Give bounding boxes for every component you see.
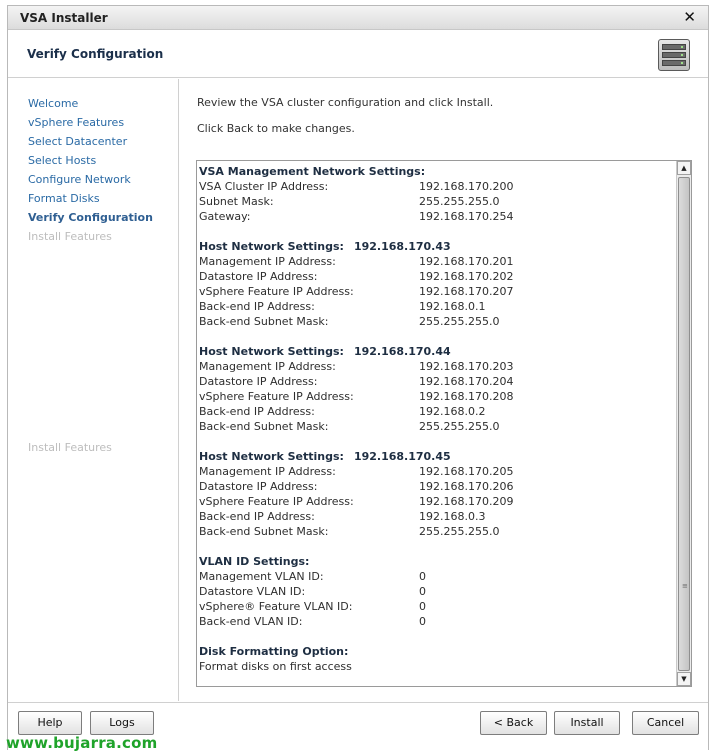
step-format-disks[interactable]: Format Disks [28, 192, 100, 205]
setting-label: Gateway: [199, 210, 251, 223]
mgmt-network-section [199, 164, 675, 224]
summary-row [199, 524, 675, 539]
setting-value: 192.168.170.200 [419, 180, 514, 193]
summary-row [199, 254, 675, 269]
setting-value: 192.168.0.1 [419, 300, 486, 313]
setting-value: 192.168.170.203 [419, 360, 514, 373]
section-heading-label: Host Network Settings: [199, 450, 344, 463]
summary-row [199, 599, 675, 614]
step-configure-network[interactable]: Configure Network [28, 173, 131, 186]
summary-row [199, 299, 675, 314]
summary-body [197, 161, 677, 687]
setting-value: 0 [419, 600, 426, 613]
install-features-ghost-label: Install Features [28, 441, 112, 454]
section-heading-label: Host Network Settings: [199, 345, 344, 358]
section-heading: VSA Management Network Settings: [199, 165, 426, 178]
setting-value: 192.168.0.3 [419, 510, 486, 523]
summary-row [199, 179, 675, 194]
setting-label: Back-end IP Address: [199, 510, 315, 523]
page-title: Verify Configuration [27, 47, 164, 61]
setting-value: 192.168.170.205 [419, 465, 514, 478]
setting-label: Management IP Address: [199, 465, 336, 478]
disk-formatting-section [199, 644, 675, 674]
summary-row [199, 389, 675, 404]
setting-label: VSA Cluster IP Address: [199, 180, 329, 193]
setting-value: 255.255.255.0 [419, 195, 500, 208]
summary-row [199, 284, 675, 299]
setting-value: 192.168.0.2 [419, 405, 486, 418]
step-select-hosts[interactable]: Select Hosts [28, 154, 97, 167]
summary-row [199, 419, 675, 434]
setting-label: vSphere Feature IP Address: [199, 390, 354, 403]
vlan-section [199, 554, 675, 629]
title-bar [8, 6, 708, 30]
setting-label: Management IP Address: [199, 360, 336, 373]
summary-row [199, 269, 675, 284]
host-3-section [199, 449, 675, 539]
summary-row [199, 359, 675, 374]
host-1-section [199, 239, 675, 329]
setting-label: Management VLAN ID: [199, 570, 324, 583]
setting-label: vSphere Feature IP Address: [199, 285, 354, 298]
section-heading [199, 344, 675, 359]
page-header [8, 31, 708, 78]
step-select-datacenter[interactable]: Select Datacenter [28, 135, 128, 148]
setting-value: 192.168.170.209 [419, 495, 514, 508]
intro-text: Review the VSA cluster configuration and click Install. [197, 96, 494, 109]
step-welcome[interactable]: Welcome [28, 97, 79, 110]
cancel-button[interactable]: Cancel [632, 711, 699, 735]
setting-value: 192.168.170.254 [419, 210, 514, 223]
close-icon[interactable]: ✕ [683, 8, 696, 26]
wizard-steps-sidebar [8, 79, 179, 701]
setting-value: 255.255.255.0 [419, 315, 500, 328]
setting-value: 255.255.255.0 [419, 525, 500, 538]
setting-label: Datastore IP Address: [199, 375, 318, 388]
host-2-section [199, 344, 675, 434]
section-heading: Disk Formatting Option: [199, 645, 349, 658]
step-vsphere-features[interactable]: vSphere Features [28, 116, 125, 129]
main-content [180, 79, 708, 701]
setting-label: Back-end IP Address: [199, 405, 315, 418]
summary-row [199, 464, 675, 479]
setting-value: 0 [419, 570, 426, 583]
setting-label: Datastore IP Address: [199, 480, 318, 493]
summary-row [199, 194, 675, 209]
window-title: VSA Installer [20, 11, 108, 25]
step-install-features: Install Features [28, 230, 112, 243]
summary-row [199, 374, 675, 389]
back-button[interactable]: < Back [480, 711, 547, 735]
summary-row [199, 569, 675, 584]
grip-icon: ≡ [682, 582, 688, 590]
summary-row [199, 614, 675, 629]
summary-row [199, 584, 675, 599]
help-button[interactable]: Help [18, 711, 82, 735]
setting-label: Back-end Subnet Mask: [199, 315, 329, 328]
summary-row [199, 314, 675, 329]
setting-value: 0 [419, 615, 426, 628]
install-button[interactable]: Install [554, 711, 620, 735]
configuration-summary[interactable] [196, 160, 692, 687]
setting-label: vSphere® Feature VLAN ID: [199, 600, 353, 613]
setting-value: 192.168.170.207 [419, 285, 514, 298]
setting-value: 192.168.170.208 [419, 390, 514, 403]
setting-value: 192.168.170.202 [419, 270, 514, 283]
section-heading-label: Host Network Settings: [199, 240, 344, 253]
setting-value: 0 [419, 585, 426, 598]
setting-label: vSphere Feature IP Address: [199, 495, 354, 508]
host-ip: 192.168.170.44 [353, 345, 451, 358]
installer-window [7, 5, 709, 750]
summary-row [199, 404, 675, 419]
setting-value: 192.168.170.204 [419, 375, 514, 388]
host-ip: 192.168.170.45 [353, 450, 451, 463]
step-verify-configuration: Verify Configuration [28, 211, 153, 224]
section-heading [199, 239, 675, 254]
setting-label: Datastore IP Address: [199, 270, 318, 283]
setting-label: Subnet Mask: [199, 195, 274, 208]
scrollbar-thumb[interactable] [678, 177, 690, 671]
summary-row [199, 479, 675, 494]
summary-row [199, 509, 675, 524]
setting-label: Back-end IP Address: [199, 300, 315, 313]
setting-value: 192.168.170.206 [419, 480, 514, 493]
server-icon [658, 39, 690, 71]
setting-label: Back-end Subnet Mask: [199, 525, 329, 538]
scroll-up-icon[interactable]: ▲ [677, 161, 691, 175]
setting-value: 192.168.170.201 [419, 255, 514, 268]
host-ip: 192.168.170.43 [353, 240, 451, 253]
summary-row [199, 494, 675, 509]
setting-label: Management IP Address: [199, 255, 336, 268]
setting-value: 255.255.255.0 [419, 420, 500, 433]
intro-back-hint: Click Back to make changes. [197, 122, 355, 135]
summary-scrollbar[interactable] [676, 161, 691, 686]
summary-row [199, 659, 675, 674]
summary-row [199, 209, 675, 224]
setting-label: Format disks on first access [199, 660, 352, 673]
logs-button[interactable]: Logs [90, 711, 154, 735]
setting-label: Datastore VLAN ID: [199, 585, 306, 598]
watermark: www.bujarra.com [6, 734, 158, 752]
setting-label: Back-end VLAN ID: [199, 615, 303, 628]
wizard-steps [28, 96, 153, 248]
setting-label: Back-end Subnet Mask: [199, 420, 329, 433]
section-heading [199, 449, 675, 464]
section-heading: VLAN ID Settings: [199, 555, 310, 568]
scroll-down-icon[interactable]: ▼ [677, 672, 691, 686]
